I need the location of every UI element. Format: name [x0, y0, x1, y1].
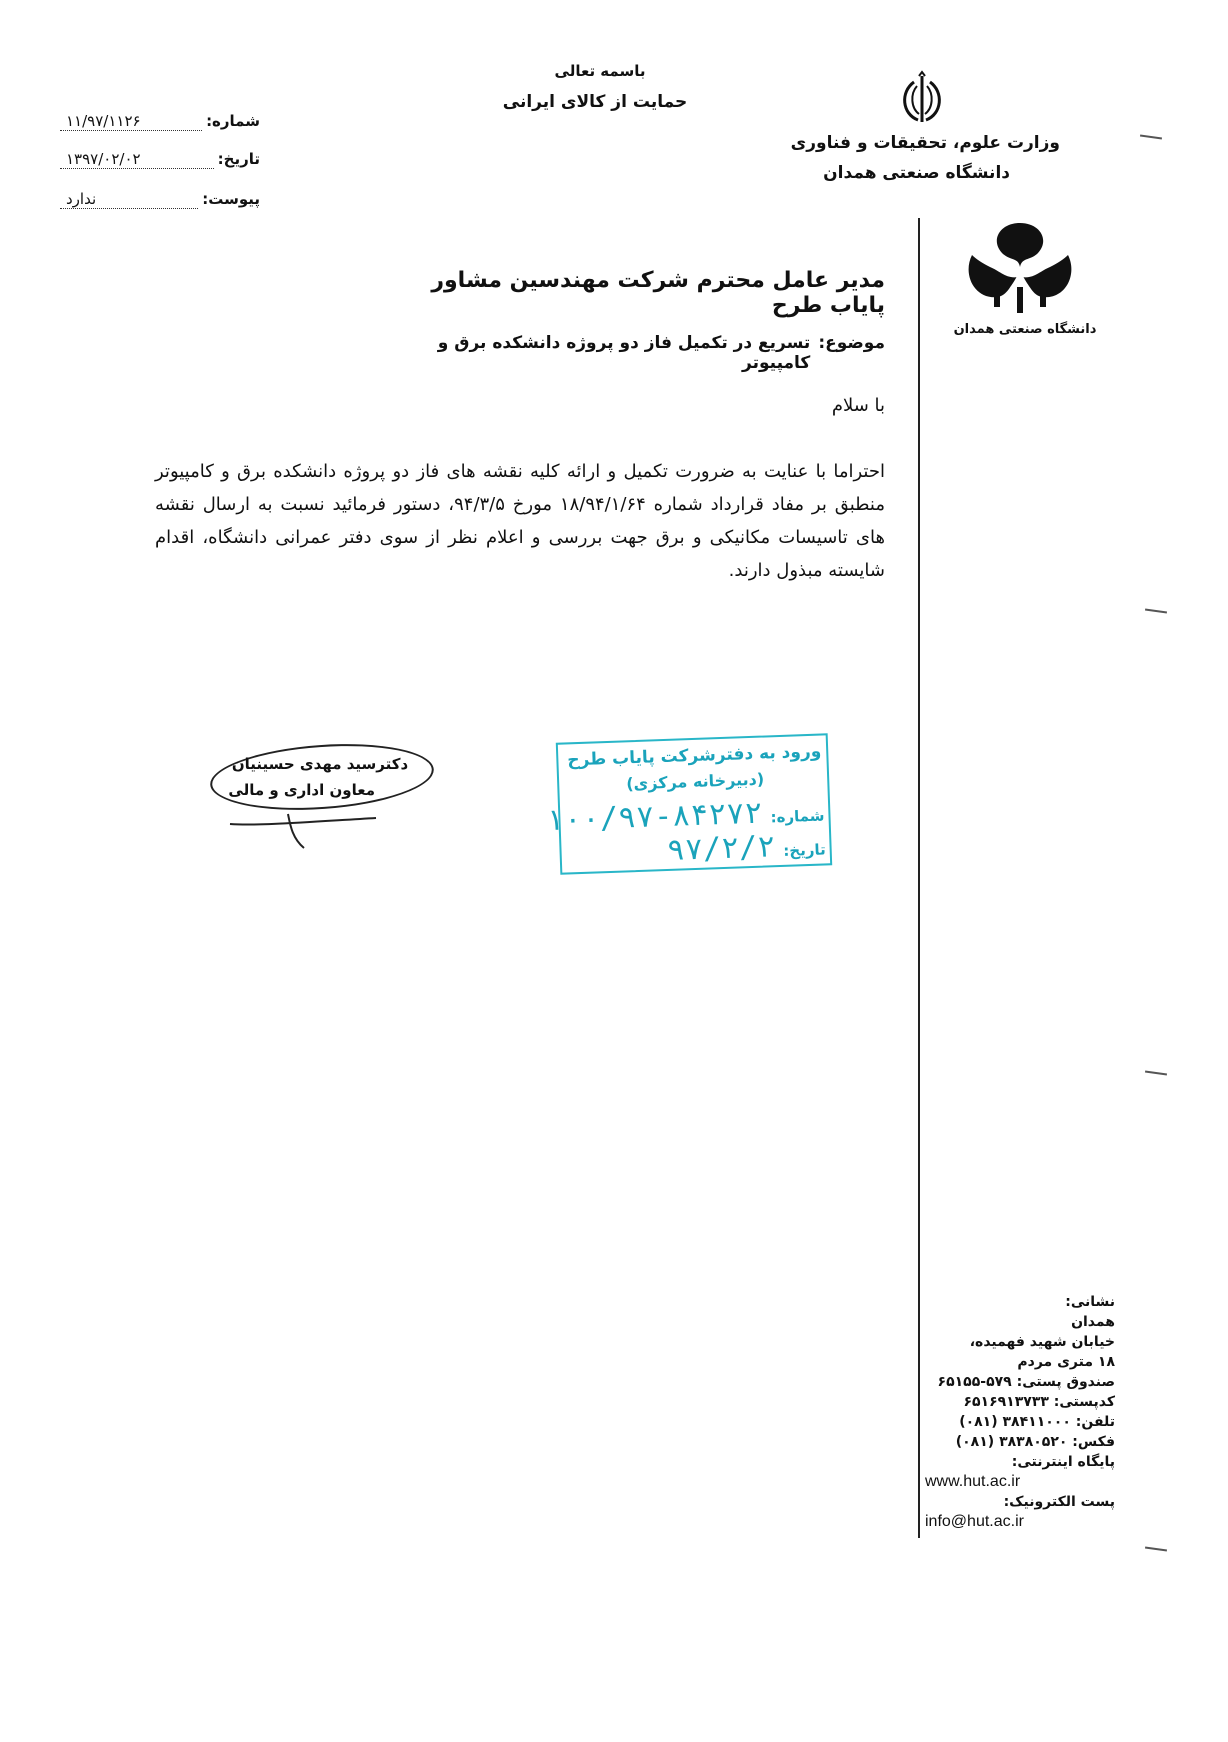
subject-label: موضوع:: [818, 333, 885, 353]
email-link[interactable]: info@hut.ac.ir: [925, 1513, 1024, 1530]
letter-body: احتراما با عنایت به ضرورت تکمیل و ارائه کلیه نقشه های فاز دو پروژه دانشکده برق و کامپیوتر منطبق بر مفاد قرارداد شماره ۱۸/۹۴/۱/۶۴ مورخ ۹۴/۳/۵، دستور فرمائید نسبت به ارسال نقشه های تاسیسات مکانیکی و برق جهت بررسی و اعلام نظر از سوی دفتر عمرانی دانشگاه، اقدام شایسته مبذول دارند.: [155, 461, 885, 581]
website-label: پایگاه اینترنتی:: [1011, 1454, 1115, 1470]
stamp-date-label: تاریخ:: [783, 840, 826, 860]
stamp-date-value: ۹۷/۲/۲: [666, 829, 776, 868]
letter-date: [60, 150, 260, 169]
page-edge-mark: [1140, 134, 1162, 139]
letter-attachment-label: پیوست:: [202, 190, 260, 208]
handwritten-signature: [228, 812, 378, 852]
stamp-date-row: [569, 827, 826, 871]
letter-date-value: ۱۳۹۷/۰۲/۰۲: [60, 150, 214, 169]
fax: فکس: ۳۸۳۸۰۵۲۰ (۰۸۱): [955, 1434, 1115, 1450]
subject-line: [380, 333, 885, 373]
website-link[interactable]: www.hut.ac.ir: [925, 1473, 1021, 1490]
letter-attachment: [60, 190, 260, 209]
letter-number-label: شماره:: [206, 112, 260, 130]
basmala: باسمه تعالی: [554, 62, 646, 80]
university-name: دانشگاه صنعتی همدان: [823, 163, 1010, 183]
page-edge-mark: [1145, 1070, 1167, 1075]
motto: حمایت از کالای ایرانی: [502, 92, 688, 112]
letter-date-label: تاریخ:: [217, 150, 260, 168]
address-avenue: ۱۸ متری مردم: [1017, 1354, 1115, 1370]
ministry-name: وزارت علوم، تحقیقات و فناوری: [790, 133, 1060, 153]
university-logo-caption: دانشگاه صنعتی همدان: [953, 322, 1097, 337]
letter-attachment-value: ندارد: [60, 190, 198, 209]
email-label: پست الکترونیک:: [1003, 1494, 1115, 1510]
signature-oval: [208, 737, 436, 816]
stamp-number-value: ۱۰۰/۹۷-۸۴۲۷۲: [545, 795, 764, 839]
postal-code: کدپستی: ۶۵۱۶۹۱۳۷۳۳: [963, 1394, 1115, 1410]
page-edge-mark: [1145, 1546, 1167, 1551]
greeting: با سلام: [831, 395, 885, 416]
signer-name: دکترسید مهدی حسینیان: [231, 755, 409, 773]
address-city: همدان: [1071, 1314, 1115, 1330]
letter-number-value: ۱۱/۹۷/۱۱۲۶: [60, 112, 202, 131]
phone: تلفن: ۳۸۴۱۱۰۰۰ (۰۸۱): [959, 1414, 1115, 1430]
stamp-subtitle: (دبیرخانه مرکزی): [625, 769, 765, 794]
recipient: مدیر عامل محترم شرکت مهندسین مشاور پایاب طرح: [431, 268, 885, 318]
national-emblem-icon: [892, 70, 952, 130]
university-logo-icon: [960, 215, 1080, 320]
stamp-title: ورود به دفترشرکت پایاب طرح: [567, 741, 822, 771]
page-edge-mark: [1145, 608, 1167, 613]
contact-info: [925, 1292, 1115, 1532]
po-box: صندوق پستی: ۵۷۹-۶۵۱۵۵: [937, 1374, 1115, 1390]
address-street: خیابان شهید فهمیده،: [969, 1334, 1115, 1350]
letter-number: [60, 112, 260, 131]
margin-divider: [918, 218, 920, 1538]
address-label: نشانی:: [1065, 1294, 1115, 1310]
incoming-stamp: [545, 733, 832, 874]
stamp-number-label: شماره:: [770, 806, 825, 827]
signer-title: معاون اداری و مالی: [228, 781, 375, 799]
subject-text: تسریع در تکمیل فاز دو پروژه دانشکده برق و کامپیوتر: [437, 333, 811, 373]
